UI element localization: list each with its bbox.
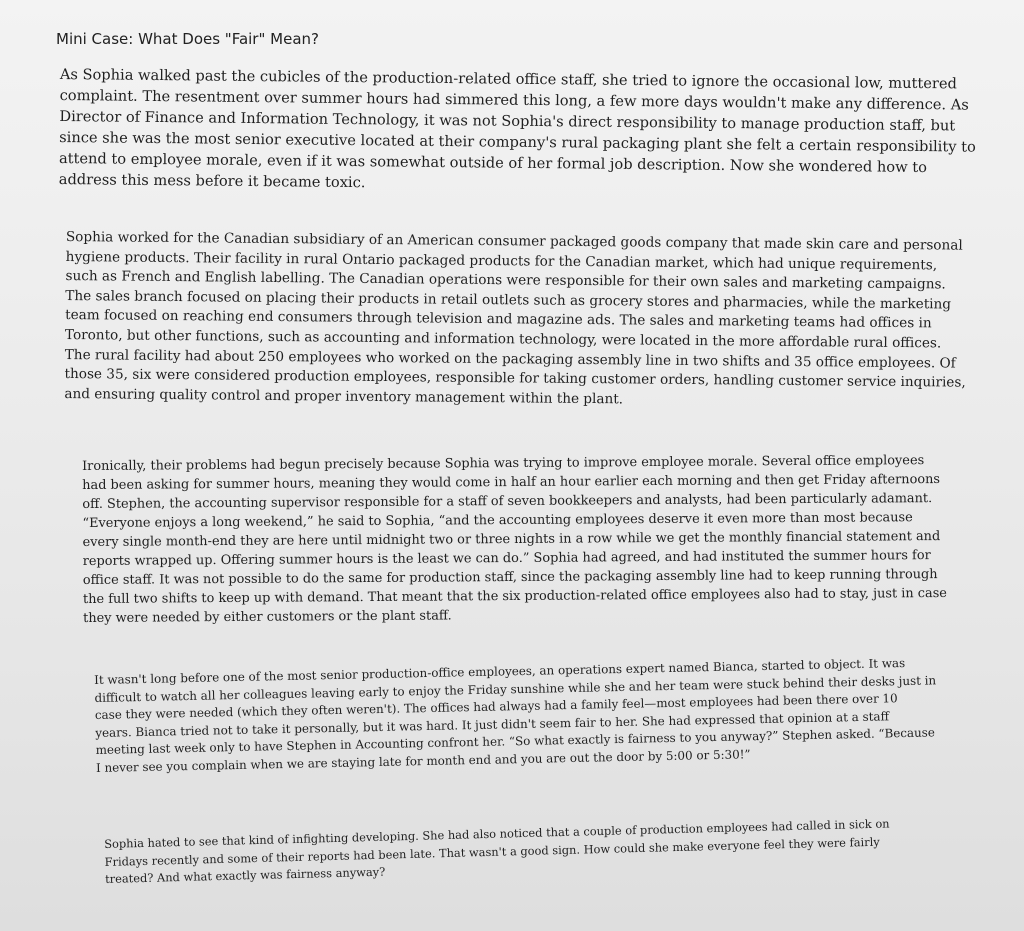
case-title: Mini Case: What Does "Fair" Mean? [56,30,319,48]
paragraph-4: It wasn't long before one of the most senior production-office employees, an operations expert named Bianca, started to object. It was difficult to watch all her colleagues leaving early to enjoy the Friday sunshine while she and her team were stuck behind their desks just in case they were needed (which they often weren't). The offices had always had a family feel—most employees had been there over 10 years. Bianca tried not to take it personally, but it was hard. It just didn't seem fair to her. She had expressed that opinion at a staff meeting last week only to have Stephen in Accounting confront her. “So what exactly is fairness to you anyway?” Stephen asked. “Because I never see you complain when we are staying late for month end and you are out the door by 5:00 or 5:30!” [94,656,937,775]
paragraph-2: Sophia worked for the Canadian subsidiary of an American consumer packaged goods company that made skin care and personal hygiene products. Their facility in rural Ontario packaged products for the Canadian market, which had unique requirements, such as French and English labelling. The Canadian operations were responsible for their own sales and marketing campaigns. The sales branch focused on placing their products in retail outlets such as grocery stores and pharmacies, while the marketing team focused on reaching end consumers through television and magazine ads. The sales and marketing teams had offices in Toronto, but other functions, such as accounting and information technology, were located in the more affordable rural offices. The rural facility had about 250 employees who worked on the packaging assembly line in two shifts and 35 office employees. Of those 35, six were considered production employees, responsible for taking customer orders, handling customer service inquiries, and ensuring quality control and proper inventory management within the plant. [64,228,966,408]
paragraph-5: Sophia hated to see that kind of infighting developing. She had also noticed that a couple of production employees had called in sick on Fridays recently and some of their reports had been late. That wasn't a good sign. How could she make everyone feel they were fairly treated? And what exactly was fairness anyway? [104,816,890,887]
paragraph-1: As Sophia walked past the cubicles of the production-related office staff, she tried to ignore the occasional low, muttered complaint. The resentment over summer hours had simmered this long, a few more days wouldn't make any difference. As Director of Finance and Information Technology, it was not Sophia's direct responsibility to manage production staff, but since she was the most senior executive located at their company's rural packaging plant she felt a certain responsibility to attend to employee morale, even if it was somewhat outside of her formal job description. Now she wondered how to address this mess before it became toxic. [58,65,976,192]
paragraph-3: Ironically, their problems had begun precisely because Sophia was trying to improve employee morale. Several office employees had been asking for summer hours, meaning they would come in half an hour earlier each morning and then get Friday afternoons off. Stephen, the accounting supervisor responsible for a staff of seven bookkeepers and analysts, had been particularly adamant. “Everyone enjoys a long weekend,” he said to Sophia, “and the accounting employees deserve it even more than most because every single month-end they are here until midnight two or three nights in a row while we get the monthly financial statement and reports wrapped up. Offering summer hours is the least we can do.” Sophia had agreed, and had instituted the summer hours for office staff. It was not possible to do the same for production staff, since the packaging assembly line had to keep running through the full two shifts to keep up with demand. That meant that the six production-related office employees also had to stay, just in case they were needed by either customers or the plant staff. [82,453,947,626]
